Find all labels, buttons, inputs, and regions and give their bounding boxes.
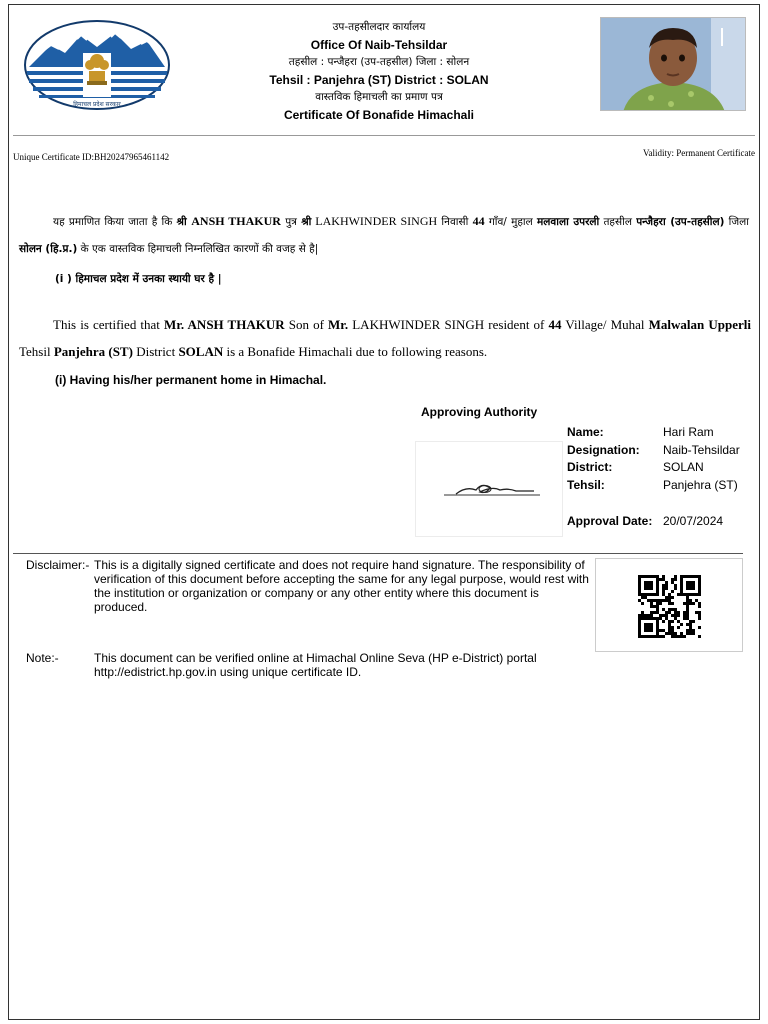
qr-module: [650, 635, 653, 638]
qr-module: [677, 611, 680, 614]
qr-module: [644, 587, 647, 590]
qr-module: [689, 593, 692, 596]
qr-module: [698, 614, 701, 617]
qr-module: [698, 587, 701, 590]
qr-module: [659, 578, 662, 581]
qr-module: [653, 575, 656, 578]
qr-module: [638, 584, 641, 587]
qr-module: [680, 587, 683, 590]
validity-label: Validity:: [643, 148, 675, 158]
qr-module: [662, 629, 665, 632]
qr-module: [659, 629, 662, 632]
qr-module: [656, 578, 659, 581]
hindi-resident: निवासी: [437, 216, 473, 228]
qr-module: [686, 587, 689, 590]
qr-module: [665, 614, 668, 617]
qr-module: [656, 593, 659, 596]
english-intro: This is certified that: [53, 317, 165, 332]
qr-module: [665, 596, 668, 599]
qr-module: [653, 599, 656, 602]
qr-module: [671, 581, 674, 584]
validity: [643, 148, 755, 158]
qr-module: [638, 623, 641, 626]
qr-module: [647, 629, 650, 632]
logo-caption: हिमाचल प्रदेश सरकार: [73, 101, 121, 108]
english-district: SOLAN: [178, 344, 224, 359]
qr-module: [656, 620, 659, 623]
qr-module: [686, 575, 689, 578]
qr-code-box: [595, 558, 743, 652]
qr-module: [680, 635, 683, 638]
qr-module: [698, 611, 701, 614]
qr-module: [689, 584, 692, 587]
qr-module: [650, 629, 653, 632]
qr-module: [689, 623, 692, 626]
english-ending: is a Bonafide Himachali due to following reasons.: [223, 344, 488, 359]
qr-module: [656, 623, 659, 626]
qr-module: [692, 581, 695, 584]
qr-module: [683, 611, 686, 614]
qr-module: [683, 617, 686, 620]
english-district-label: District: [132, 344, 179, 359]
qr-module: [683, 593, 686, 596]
qr-module: [656, 629, 659, 632]
qr-module: [662, 590, 665, 593]
qr-module: [686, 611, 689, 614]
qr-module: [638, 587, 641, 590]
qr-module: [659, 599, 662, 602]
unique-id-label: Unique Certificate ID:: [13, 152, 94, 162]
qr-module: [680, 632, 683, 635]
qr-module: [656, 587, 659, 590]
hindi-name-prefix: श्री: [176, 216, 192, 228]
qr-module: [692, 593, 695, 596]
certificate-header: [189, 19, 569, 124]
office-title-english: Office Of Naib-Tehsildar: [310, 37, 448, 52]
qr-module: [686, 614, 689, 617]
qr-module: [656, 632, 659, 635]
certificate-page: [8, 4, 760, 1020]
english-number: 44: [548, 317, 562, 332]
english-resident: resident of: [484, 317, 549, 332]
qr-module: [671, 578, 674, 581]
qr-module: [680, 590, 683, 593]
qr-module: [671, 629, 674, 632]
qr-module: [659, 617, 662, 620]
qr-module: [662, 608, 665, 611]
qr-module: [644, 593, 647, 596]
hindi-intro: यह प्रमाणित किया जाता है कि: [53, 216, 177, 228]
hindi-number: 44: [472, 214, 485, 228]
qr-module: [674, 584, 677, 587]
certificate-title-hindi: वास्तविक हिमाचली का प्रमाण पत्र: [315, 91, 443, 103]
qr-module: [656, 602, 659, 605]
qr-module: [674, 575, 677, 578]
qr-module: [677, 593, 680, 596]
qr-module: [680, 593, 683, 596]
qr-module: [689, 581, 692, 584]
english-certification-text: [19, 311, 751, 365]
qr-module: [644, 581, 647, 584]
qr-module: [656, 635, 659, 638]
unique-certificate-id: [13, 152, 169, 162]
qr-module: [668, 593, 671, 596]
qr-module: [695, 593, 698, 596]
english-father-name: LAKHWINDER SINGH: [348, 317, 485, 332]
qr-module: [662, 620, 665, 623]
qr-module: [662, 635, 665, 638]
qr-module: [656, 611, 659, 614]
authority-tehsil: Panjehra (ST): [663, 477, 738, 492]
qr-module: [686, 584, 689, 587]
qr-module: [689, 602, 692, 605]
signature-box: [415, 441, 563, 537]
qr-module: [644, 623, 647, 626]
qr-module: [668, 623, 671, 626]
qr-module: [671, 602, 674, 605]
disclaimer-label: Disclaimer:-: [26, 558, 90, 572]
hindi-village: मलवाला उपरली: [537, 216, 600, 228]
qr-module: [650, 581, 653, 584]
qr-module: [641, 617, 644, 620]
authority-district: SOLAN: [663, 460, 704, 474]
qr-module: [668, 599, 671, 602]
qr-module: [698, 605, 701, 608]
qr-module: [650, 587, 653, 590]
qr-module: [662, 587, 665, 590]
qr-module: [638, 578, 641, 581]
qr-module: [638, 617, 641, 620]
qr-module: [665, 632, 668, 635]
english-tehsil: Panjehra (ST): [53, 344, 133, 359]
qr-module: [674, 614, 677, 617]
qr-module: [641, 596, 644, 599]
authority-name-label: Name:: [567, 425, 604, 439]
qr-module: [668, 632, 671, 635]
qr-module: [680, 623, 683, 626]
qr-module: [647, 575, 650, 578]
authority-designation-label: Designation:: [567, 442, 640, 457]
qr-module: [686, 581, 689, 584]
qr-module: [686, 596, 689, 599]
qr-module: [692, 602, 695, 605]
qr-module: [686, 602, 689, 605]
qr-module: [644, 629, 647, 632]
qr-module: [647, 626, 650, 629]
qr-module: [689, 620, 692, 623]
qr-module: [656, 581, 659, 584]
qr-module: [692, 632, 695, 635]
english-village: Malwalan Upperli: [648, 317, 751, 332]
hindi-ending: के एक वास्तविक हिमाचली निम्नलिखित कारणों की वजह से है|: [77, 243, 319, 255]
qr-module: [641, 593, 644, 596]
qr-module: [692, 575, 695, 578]
qr-module: [680, 575, 683, 578]
authority-designation: Naib-Tehsildar: [663, 442, 740, 457]
hindi-reason: (i ) हिमाचल प्रदेश में उनका स्थायी घर है |: [55, 273, 222, 285]
qr-module: [665, 617, 668, 620]
qr-module: [671, 626, 674, 629]
qr-module: [659, 614, 662, 617]
qr-module: [692, 584, 695, 587]
qr-module: [647, 623, 650, 626]
qr-module: [671, 596, 674, 599]
qr-module: [674, 635, 677, 638]
qr-module: [668, 629, 671, 632]
qr-module: [665, 599, 668, 602]
hindi-father-prefix: श्री: [301, 216, 312, 228]
qr-module: [638, 599, 641, 602]
qr-module: [671, 620, 674, 623]
qr-module: [656, 584, 659, 587]
qr-module: [656, 599, 659, 602]
qr-module: [644, 626, 647, 629]
authority-name: Hari Ram: [663, 425, 714, 439]
qr-module: [674, 632, 677, 635]
disclaimer-text: This is a digitally signed certificate and does not require hand signature. The responsibility of verification of this document before accepting the same for any legal purpose, would rest with the institution or organization or company or any other entity where this document is produced.: [94, 558, 589, 614]
qr-module: [650, 623, 653, 626]
qr-code-icon: [596, 559, 742, 651]
validity-value: Permanent Certificate: [676, 148, 755, 158]
office-title-hindi: उप-तहसीलदार कार्यालय: [332, 21, 426, 33]
qr-module: [698, 575, 701, 578]
qr-module: [695, 611, 698, 614]
qr-module: [689, 626, 692, 629]
qr-module: [695, 599, 698, 602]
qr-module: [692, 629, 695, 632]
qr-module: [683, 635, 686, 638]
qr-module: [698, 626, 701, 629]
qr-module: [668, 596, 671, 599]
qr-module: [638, 593, 641, 596]
qr-module: [689, 587, 692, 590]
qr-module: [644, 596, 647, 599]
qr-module: [686, 623, 689, 626]
english-relation: Son of: [284, 317, 329, 332]
qr-module: [698, 593, 701, 596]
qr-module: [671, 635, 674, 638]
qr-module: [650, 617, 653, 620]
qr-module: [650, 605, 653, 608]
qr-module: [650, 584, 653, 587]
english-father-prefix: Mr.: [328, 317, 349, 332]
qr-module: [644, 617, 647, 620]
qr-module: [647, 593, 650, 596]
qr-module: [662, 593, 665, 596]
qr-module: [674, 587, 677, 590]
qr-module: [698, 635, 701, 638]
qr-module: [674, 617, 677, 620]
qr-module: [650, 626, 653, 629]
qr-module: [698, 617, 701, 620]
qr-module: [656, 575, 659, 578]
qr-module: [665, 587, 668, 590]
qr-module: [674, 578, 677, 581]
qr-module: [653, 605, 656, 608]
qr-module: [638, 626, 641, 629]
qr-module: [689, 599, 692, 602]
note-text: This document can be verified online at Himachal Online Seva (HP e-District) portal http://edistrict.hp.gov.in using unique certificate ID.: [94, 651, 537, 679]
qr-module: [656, 617, 659, 620]
qr-module: [647, 614, 650, 617]
qr-module: [683, 602, 686, 605]
qr-module: [695, 575, 698, 578]
qr-module: [653, 617, 656, 620]
approving-authority-title: Approving Authority: [421, 405, 538, 419]
qr-module: [638, 632, 641, 635]
qr-module: [644, 575, 647, 578]
authority-tehsil-label: Tehsil:: [567, 477, 605, 492]
qr-module: [671, 614, 674, 617]
applicant-photo: [600, 17, 746, 111]
qr-module: [668, 611, 671, 614]
qr-module: [662, 575, 665, 578]
hindi-village-label: गाँव/ मुहाल: [484, 216, 537, 228]
qr-module: [677, 635, 680, 638]
qr-module: [638, 635, 641, 638]
qr-module: [668, 602, 671, 605]
qr-module: [698, 602, 701, 605]
qr-module: [650, 602, 653, 605]
hindi-applicant-name: ANSH THAKUR: [191, 214, 281, 228]
qr-module: [668, 608, 671, 611]
qr-module: [662, 578, 665, 581]
qr-module: [677, 614, 680, 617]
hindi-district-label: जिला: [724, 216, 749, 228]
qr-module: [686, 608, 689, 611]
qr-module: [698, 590, 701, 593]
certificate-title-english: Certificate Of Bonafide Himachali: [283, 107, 475, 122]
qr-module: [656, 608, 659, 611]
qr-module: [647, 581, 650, 584]
qr-module: [641, 635, 644, 638]
qr-module: [650, 575, 653, 578]
header-divider: [13, 135, 755, 136]
qr-module: [680, 584, 683, 587]
qr-module: [641, 602, 644, 605]
qr-module: [686, 599, 689, 602]
approval-date: 20/07/2024: [663, 514, 724, 528]
qr-module: [674, 611, 677, 614]
tehsil-line-english: Tehsil : Panjehra (ST) District : SOLAN: [269, 72, 489, 87]
qr-module: [647, 617, 650, 620]
hp-government-logo: [23, 19, 171, 111]
qr-module: [644, 584, 647, 587]
qr-module: [692, 620, 695, 623]
qr-module: [689, 629, 692, 632]
hindi-tehsil: पन्जैहरा (उप-तहसील): [636, 216, 725, 228]
qr-module: [638, 614, 641, 617]
english-reason: (i) Having his/her permanent home in Himachal.: [55, 373, 327, 387]
qr-module: [698, 581, 701, 584]
qr-module: [656, 590, 659, 593]
qr-module: [674, 608, 677, 611]
qr-module: [689, 632, 692, 635]
qr-module: [638, 575, 641, 578]
qr-module: [647, 635, 650, 638]
english-tehsil-label: Tehsil: [19, 344, 54, 359]
qr-module: [677, 620, 680, 623]
qr-module: [638, 620, 641, 623]
qr-module: [662, 584, 665, 587]
hindi-relation: पुत्र: [280, 216, 302, 228]
qr-module: [686, 629, 689, 632]
qr-module: [668, 620, 671, 623]
english-applicant-name: Mr. ANSH THAKUR: [164, 317, 285, 332]
qr-module: [686, 605, 689, 608]
footer-divider: [13, 553, 743, 554]
qr-module: [644, 614, 647, 617]
qr-module: [698, 584, 701, 587]
qr-module: [650, 599, 653, 602]
qr-module: [653, 593, 656, 596]
qr-module: [665, 611, 668, 614]
qr-module: [665, 584, 668, 587]
qr-module: [686, 617, 689, 620]
qr-module: [644, 635, 647, 638]
unique-id-value: BH20247965461142: [93, 152, 170, 162]
qr-module: [641, 575, 644, 578]
hindi-district: सोलन (हि.प्र.): [19, 243, 78, 255]
hindi-tehsil-label: तहसील: [599, 216, 637, 228]
qr-module: [662, 599, 665, 602]
hindi-certification-text: [19, 208, 749, 263]
qr-module: [650, 611, 653, 614]
signature-image: [416, 442, 562, 536]
note-label: Note:-: [26, 651, 59, 665]
qr-module: [698, 578, 701, 581]
qr-module: [683, 614, 686, 617]
qr-module: [650, 593, 653, 596]
qr-module: [659, 602, 662, 605]
qr-module: [689, 575, 692, 578]
qr-module: [668, 626, 671, 629]
qr-module: [662, 614, 665, 617]
qr-module: [671, 632, 674, 635]
qr-module: [638, 590, 641, 593]
qr-module: [650, 614, 653, 617]
qr-module: [686, 593, 689, 596]
qr-module: [692, 587, 695, 590]
qr-module: [656, 626, 659, 629]
qr-module: [683, 575, 686, 578]
qr-module: [656, 605, 659, 608]
qr-module: [653, 635, 656, 638]
qr-module: [665, 581, 668, 584]
qr-module: [680, 578, 683, 581]
qr-module: [638, 629, 641, 632]
hindi-father-name: LAKHWINDER SINGH: [311, 214, 438, 228]
qr-module: [647, 584, 650, 587]
approval-date-label: Approval Date:: [567, 514, 653, 528]
qr-module: [647, 587, 650, 590]
qr-module: [647, 599, 650, 602]
qr-module: [671, 590, 674, 593]
qr-module: [671, 608, 674, 611]
qr-module: [680, 581, 683, 584]
authority-district-label: District:: [567, 460, 613, 474]
tehsil-line-hindi: तहसील : पन्जैहरा (उप-तहसील) जिला : सोलन: [288, 56, 470, 68]
qr-module: [677, 626, 680, 629]
qr-module: [638, 581, 641, 584]
qr-module: [659, 635, 662, 638]
qr-module: [653, 611, 656, 614]
english-village-label: Village/ Muhal: [561, 317, 649, 332]
qr-module: [641, 614, 644, 617]
qr-module: [641, 611, 644, 614]
qr-module: [686, 632, 689, 635]
